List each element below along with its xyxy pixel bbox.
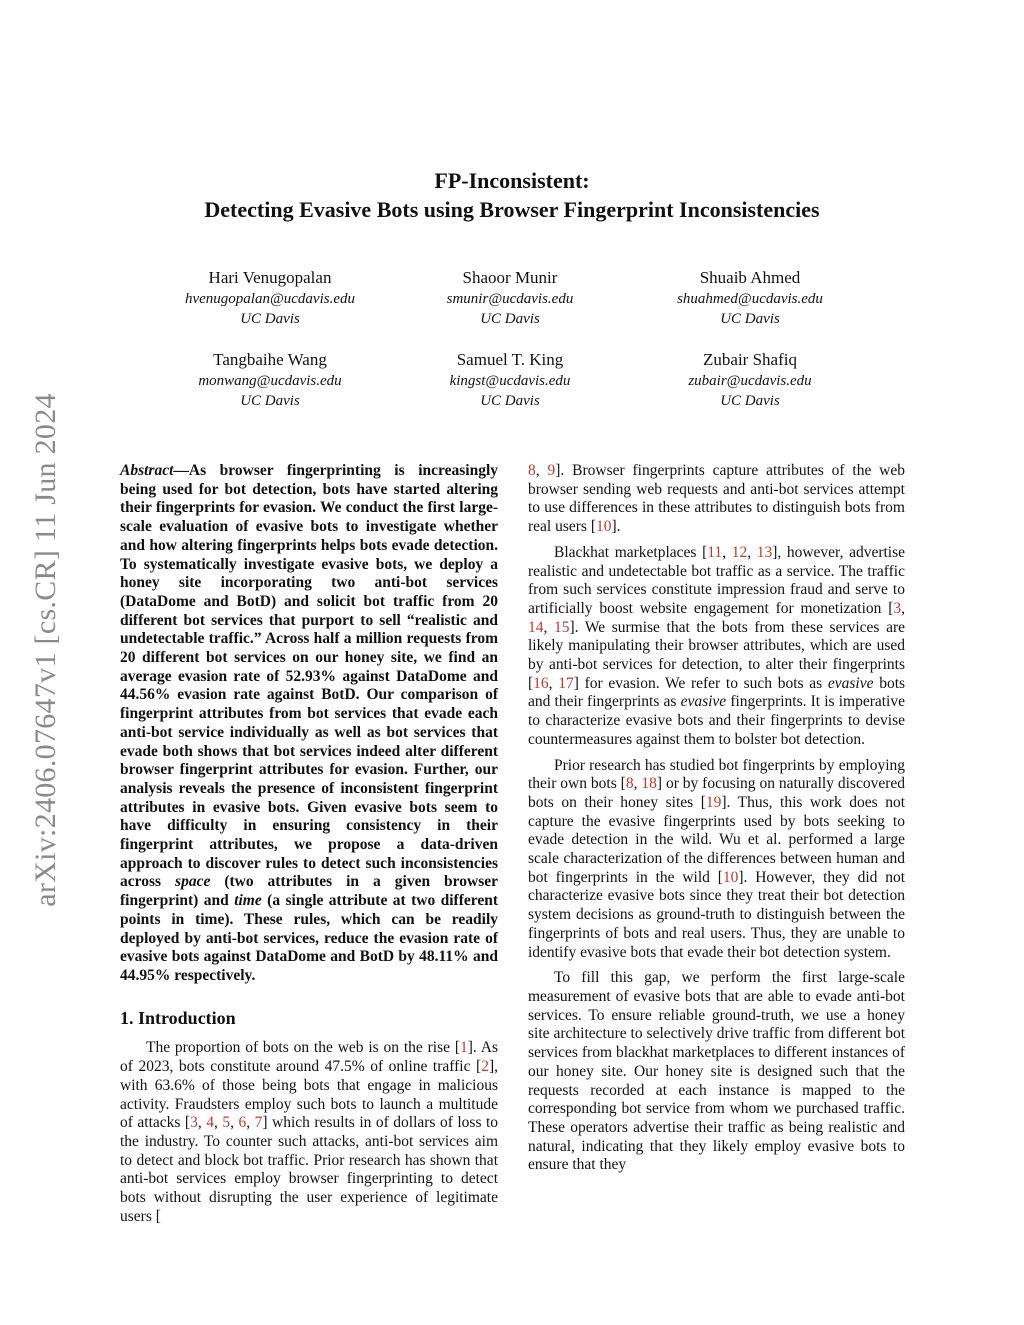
text-run: ]. xyxy=(611,518,621,536)
author-name: Hari Venugopalan xyxy=(208,268,332,287)
right-column xyxy=(528,462,905,1175)
intro-paragraph-2: Blackhat marketplaces [11, 12, 13], however, advertise realistic and undetectable bot traffic as a service. The traffic from such services constitute impression fraud and serve to artificially boost website engagement for monetization [3, 14, 15]. We surmise that the bots from these services are likely manipulating their browser attributes, which are used by anti-bot services for detection, to alter their fingerprints [16, 17] for evasion. We refer to such bots as evasive bots and their fingerprints as evasive fingerprints. It is imperative to characterize evasive bots and their fingerprints to devise countermeasures against them to bolster bot detection. xyxy=(528,543,906,748)
emphasis-evasive: evasive xyxy=(827,674,874,692)
citation-link[interactable]: 10 xyxy=(722,868,739,886)
author-email: hvenugopalan@ucdavis.edu xyxy=(184,291,355,307)
abstract-text: (a single attribute at two different points in time). These rules, which can be readily deployed by anti-bot services, reduce the evasion rate of evasive bots against DataDome and BotD by 48.11% and 44.95% respectively. xyxy=(120,892,499,984)
author-affiliation: UC Davis xyxy=(480,311,540,327)
author-block xyxy=(150,266,390,329)
text-run: ] which results in of dollars of loss to the industry. To counter such attacks, anti-bot services aim to detect and block bot traffic. Prior research has shown that anti-bot services employ browser fingerprinting to detect bots without disrupting the user experience of legitimate users [ xyxy=(120,1114,499,1225)
text-run: ]. Browser fingerprints capture attributes of the web browser sending web requests and anti-bot services attempt to use differences in these attributes to distinguish bots from real users [ xyxy=(528,462,906,536)
citation-link[interactable]: 9 xyxy=(547,462,556,479)
abstract-text: (two attributes in a given browser fingerprint) and xyxy=(120,873,499,910)
paper-title-line1: FP-Inconsistent: xyxy=(434,168,590,193)
text-run: ]. As of 2023, bots constitute around 47.5% of online traffic [ xyxy=(120,1039,498,1076)
citation-link[interactable]: 4 xyxy=(206,1114,214,1132)
citation-link[interactable]: 7 xyxy=(254,1114,263,1132)
citation-link[interactable]: 6 xyxy=(238,1114,247,1132)
author-affiliation: UC Davis xyxy=(240,311,300,327)
author-row-1 xyxy=(150,266,870,329)
author-block xyxy=(150,348,390,411)
citation-link[interactable]: 17 xyxy=(558,674,574,692)
text-run: fingerprints. It is imperative to characterize evasive bots and their fingerprints to devise countermeasures against them to bolster bot detection. xyxy=(528,693,905,748)
paper-title-line2: Detecting Evasive Bots using Browser Fingerprint Inconsistencies xyxy=(204,197,820,222)
author-name: Shuaib Ahmed xyxy=(699,268,801,287)
citation-link[interactable]: 5 xyxy=(222,1114,231,1132)
text-run: Blackhat marketplaces [ xyxy=(554,543,708,561)
section-heading-introduction: 1. Introduction xyxy=(120,1007,236,1028)
citation-link[interactable]: 15 xyxy=(553,618,570,636)
citation-link[interactable]: 1 xyxy=(460,1039,468,1057)
author-email: zubair@ucdavis.edu xyxy=(688,373,812,389)
left-column xyxy=(120,462,498,1226)
author-name: Tangbaihe Wang xyxy=(213,350,327,369)
intro-paragraph-1-continued: 8, 9]. Browser fingerprints capture attributes of the web browser sending web requests and anti-bot services attempt to use differences in these attributes to distinguish bots from real users [10]. xyxy=(528,462,906,536)
author-row-2 xyxy=(150,348,870,411)
author-block xyxy=(390,266,630,329)
text-run: Prior research has studied bot fingerprints by employing their own bots [ xyxy=(528,756,905,793)
author-name: Zubair Shafiq xyxy=(703,350,797,369)
citation-link[interactable]: 3 xyxy=(190,1114,198,1132)
abstract-dash: — xyxy=(173,462,189,479)
text-run: The proportion of bots on the web is on the rise [ xyxy=(146,1039,460,1057)
author-affiliation: UC Davis xyxy=(240,393,300,409)
emphasis-evasive: evasive xyxy=(680,693,727,711)
author-name: Shaoor Munir xyxy=(462,268,558,287)
citation-link[interactable]: 12 xyxy=(731,543,748,561)
intro-paragraph-4: To fill this gap, we perform the first large-scale measurement of evasive bots that are able to evade anti-bot services. To ensure reliable ground-truth, we use a honey site architecture to selectively drive traffic from different bot services from blackhat marketplaces to different instances of our honey site. Our honey site is designed such that the requests recorded at each instance is mapped to the corresponding bot service from whom we purchased traffic. These operators advertise their traffic as being realistic and natural, indicating that they likely employ evasive bots to ensure that they xyxy=(528,969,905,1174)
intro-paragraph-1: The proportion of bots on the web is on the rise [1]. As of 2023, bots constitute around 47.5% of online traffic [2], with 63.6% of those being bots that engage in malicious activity. Fraudsters employ such bots to launch a multitude of attacks [3, 4, 5, 6, 7] which results in of dollars of loss to the industry. To counter such attacks, anti-bot services aim to detect and block bot traffic. Prior research has shown that anti-bot services employ browser fingerprinting to detect bots without disrupting the user experience of legitimate users [ xyxy=(120,1039,499,1225)
citation-link[interactable]: 8 xyxy=(625,775,634,793)
text-run: ]. However, they did not characterize evasive bots since they treat their bot detection system decisions as ground-truth to distinguish between the fingerprints of bots and real users. Thus, they are unable to identify evasive bots that evade their bot detection system. xyxy=(528,868,905,961)
text-run: ] or by focusing on naturally discovered bots on their honey sites [ xyxy=(528,775,906,811)
text-run: bots and their fingerprints as xyxy=(528,674,906,711)
text-run: ]. We surmise that the bots from these services are likely manipulating their browser attributes, which are used by anti-bot services for detection, to alter their fingerprints [ xyxy=(528,618,905,692)
arxiv-id: arXiv:2406.07647v1 [cs.CR] 11 Jun 2024 xyxy=(29,393,62,907)
citation-link[interactable]: 13 xyxy=(756,543,773,561)
author-email: kingst@ucdavis.edu xyxy=(449,373,571,389)
citation-link[interactable]: 10 xyxy=(596,518,612,536)
citation-link[interactable]: 14 xyxy=(528,618,544,636)
citation-link[interactable]: 16 xyxy=(533,674,549,692)
text-run: ]. Thus, this work does not capture the evasive fingerprints used by bots seeking to evade detection in the wild. Wu et al. performed a large scale characterization of the differences between human and bot fingerprints in the wild [ xyxy=(528,793,905,886)
author-email: smunir@ucdavis.edu xyxy=(446,291,574,307)
arxiv-sidebar-stamp xyxy=(21,360,71,940)
citation-link[interactable]: 2 xyxy=(481,1058,489,1076)
author-affiliation: UC Davis xyxy=(720,393,780,409)
abstract-label: Abstract xyxy=(120,462,174,479)
author-affiliation: UC Davis xyxy=(480,393,540,409)
author-block xyxy=(630,266,870,329)
author-affiliation: UC Davis xyxy=(720,311,780,327)
citation-link[interactable]: 19 xyxy=(705,793,722,811)
abstract-word-space: space xyxy=(175,873,211,891)
author-block xyxy=(390,348,630,411)
abstract xyxy=(120,462,498,986)
citation-link[interactable]: 8 xyxy=(528,462,536,479)
text-run: ], however, advertise realistic and undetectable bot traffic as a service. The traffic from such services constitute impression fraud and serve to artificially boost website engagement for monetization [ xyxy=(528,543,906,617)
author-email: shuahmed@ucdavis.edu xyxy=(677,291,823,307)
author-block xyxy=(630,348,870,411)
text-run: ], with 63.6% of those being bots that engage in malicious activity. Fraudsters employ such bots to launch a multitude of attacks [ xyxy=(120,1058,498,1132)
author-name: Samuel T. King xyxy=(456,350,564,369)
citation-link[interactable]: 18 xyxy=(641,775,657,793)
citation-link[interactable]: 11 xyxy=(707,543,723,561)
citation-link[interactable]: 3 xyxy=(893,599,902,617)
text-run: ] for evasion. We refer to such bots as xyxy=(573,674,823,692)
author-email: monwang@ucdavis.edu xyxy=(198,373,342,389)
abstract-word-time: time xyxy=(234,892,262,910)
intro-paragraph-3: Prior research has studied bot fingerprints by employing their own bots [8, 18] or by focusing on naturally discovered bots on their honey sites [19]. Thus, this work does not capture the evasive fingerprints used by bots seeking to evade detection in the wild. Wu et al. performed a large scale characterization of the differences between human and bot fingerprints in the wild [10]. However, they did not characterize evasive bots since they treat their bot detection system decisions as ground-truth to distinguish between the fingerprints of bots and real users. Thus, they are unable to identify evasive bots that evade their bot detection system. xyxy=(528,756,906,961)
abstract-text: As browser fingerprinting is increasingly being used for bot detection, bots have started altering their fingerprints for evasion. We conduct the first large-scale evaluation of evasive bots to investigate whether and how altering fingerprints helps bots evade detection. To systematically investigate evasive bots, we deploy a honey site incorporating two anti-bot services (DataDome and BotD) and solicit bot traffic from 20 different bot services that purport to sell “realistic and undetectable traffic.” Across half a million requests from 20 different bot services on our honey site, we find an average evasion rate of 52.93% against DataDome and 44.56% evasion rate against BotD. Our comparison of fingerprint attributes from bot services that evade each anti-bot service individually as well as bot services that evade both shows that bot services indeed alter different browser fingerprint attributes for evasion. Further, our analysis reveals the presence of inconsistent fingerprint attributes in evasive bots. Given evasive bots seem to have difficulty in ensuring consistency in their fingerprint attributes, we propose a data-driven approach to discover rules to detect such inconsistencies across xyxy=(120,462,498,891)
